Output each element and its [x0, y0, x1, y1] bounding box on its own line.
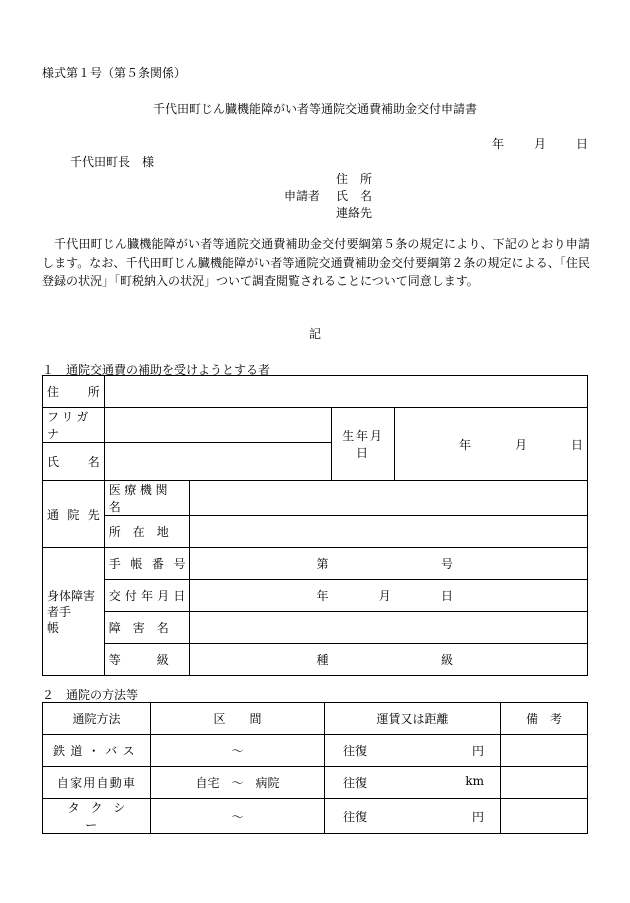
bd-month: 月: [514, 437, 527, 452]
disability-field[interactable]: [190, 612, 588, 644]
issue-month: 月: [378, 589, 391, 603]
row-remarks[interactable]: [501, 735, 588, 767]
application-date: [492, 135, 588, 152]
address-label: 住 所: [43, 376, 105, 408]
row-remarks[interactable]: [501, 799, 588, 834]
fare-prefix: 往復: [343, 776, 368, 790]
hospital-name-label: 医療機関名: [104, 481, 190, 516]
header-section: 区 間: [151, 703, 325, 735]
hospital-group-label: 通 院 先: [43, 481, 105, 548]
fare-unit: 円: [471, 744, 484, 758]
row-remarks[interactable]: [501, 767, 588, 799]
table-row: [43, 799, 588, 834]
date-year: 年: [492, 137, 505, 151]
applicant-block: [284, 171, 372, 222]
row-section[interactable]: ～: [151, 799, 325, 834]
row-section[interactable]: ～: [151, 735, 325, 767]
applicant-contact-label: 連絡先: [336, 206, 373, 220]
fare-unit: km: [465, 774, 484, 788]
row-fare[interactable]: [325, 767, 501, 799]
hospital-name-field[interactable]: [190, 481, 588, 516]
address-field[interactable]: [104, 376, 587, 408]
row-fare[interactable]: [325, 799, 501, 834]
row-method: タクシー: [43, 799, 151, 834]
applicant-label: 申請者: [284, 189, 321, 203]
number-prefix: 第: [316, 557, 329, 571]
applicant-table: [42, 375, 588, 676]
furigana-field[interactable]: [104, 408, 331, 443]
bd-year: 年: [458, 437, 471, 452]
grade-label: 等 級: [104, 644, 190, 676]
bd-day: 日: [570, 437, 583, 452]
section2-heading: ２ 通院の方法等: [42, 688, 139, 702]
number-suffix: 号: [440, 557, 453, 571]
issue-date-label: 交 付 年 月 日: [104, 580, 190, 612]
birthdate-field[interactable]: [394, 408, 587, 481]
fare-prefix: 往復: [343, 809, 368, 824]
fare-prefix: 往復: [343, 744, 368, 758]
table-row: [43, 735, 588, 767]
section1-heading: １ 通院交通費の補助を受けようとする者: [42, 363, 271, 377]
name-label: 氏 名: [43, 443, 105, 481]
issue-date-field[interactable]: [190, 580, 588, 612]
handbook-number-field[interactable]: [190, 548, 588, 580]
handbook-group-label: 身体障害者手 帳: [43, 548, 105, 676]
hospital-location-label: 所 在 地: [104, 516, 190, 548]
hospital-location-field[interactable]: [190, 516, 588, 548]
date-day: 日: [576, 137, 589, 151]
disability-label: 障 害 名: [104, 612, 190, 644]
row-method: 自家用自動車: [43, 767, 151, 799]
table-row: [43, 767, 588, 799]
row-fare[interactable]: [325, 735, 501, 767]
issue-year: 年: [316, 589, 329, 603]
furigana-label: フリガナ: [43, 408, 105, 443]
applicant-name-label: 氏 名: [336, 189, 373, 203]
name-field[interactable]: [104, 443, 331, 481]
page-title: 千代田町じん臓機能障がい者等通院交通費補助金交付申請書: [152, 102, 477, 116]
grade-type: 種: [316, 653, 329, 667]
form-number: 様式第１号（第５条関係）: [42, 66, 187, 80]
grade-level: 級: [440, 653, 453, 667]
transport-table: [42, 702, 588, 834]
fare-unit: 円: [471, 809, 484, 824]
ki-mark: 記: [308, 327, 321, 341]
birthdate-label: 生年月日: [331, 408, 394, 481]
body-text: 千代田町じん臓機能障がい者等通院交通費補助金交付要綱第５条の規定により、下記のとおり申請します。なお、千代田町じん臓機能障がい者等通院交通費補助金交付要綱第２条の規定による、「住民登録の状況」「町税納入の状況」ついて調査閲覧されることについて同意します。: [42, 237, 590, 288]
date-month: 月: [534, 137, 547, 151]
grade-field[interactable]: [190, 644, 588, 676]
issue-day: 日: [440, 589, 453, 603]
handbook-number-label: 手 帳 番 号: [104, 548, 190, 580]
applicant-address-label: 住 所: [336, 172, 373, 186]
header-fare: 運賃又は距離: [325, 703, 501, 735]
addressee: 千代田町長 様: [70, 155, 155, 169]
header-method: 通院方法: [43, 703, 151, 735]
row-method: 鉄道・バス: [43, 735, 151, 767]
row-section[interactable]: 自宅 ～ 病院: [151, 767, 325, 799]
header-remarks: 備 考: [501, 703, 588, 735]
